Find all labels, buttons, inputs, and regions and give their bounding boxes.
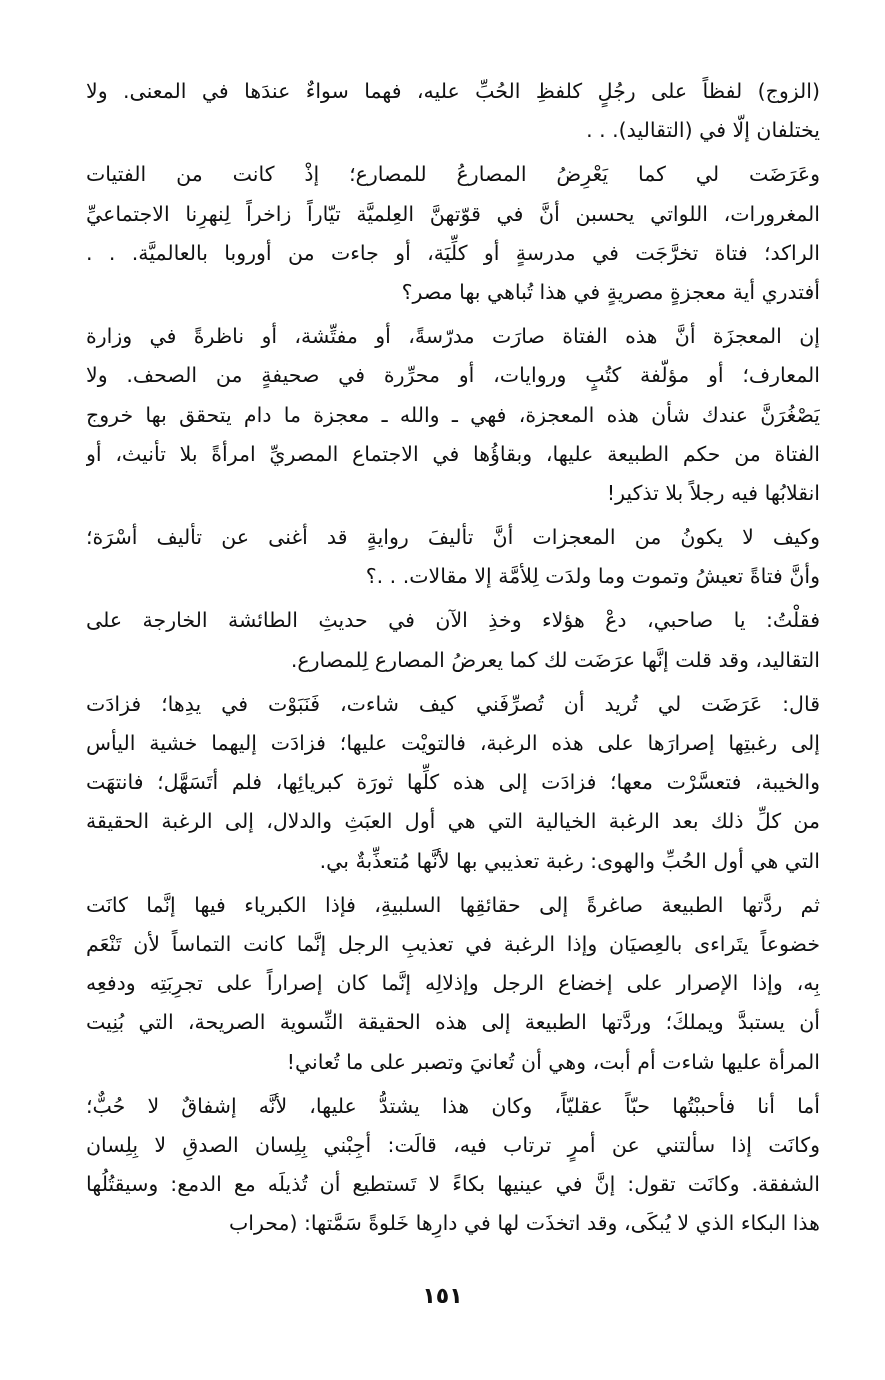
page-number: ١٥١ [422, 1284, 463, 1309]
text-line: الراكد؛ فتاة تخرَّجَت في مدرسةٍ أو كلِّيَة، أو جاءت من أوروبا بالعالميَّة. . . [86, 240, 820, 265]
text-line: المغرورات، اللواتي يحسبن أنَّ في قوّتهنَّ العِلميَّة تيّاراً زاخراً لِنهرِنا الاجتماعيِّ [86, 201, 820, 226]
text-line: أفتدري أية معجزةٍ مصريةٍ في هذا تُباهي بها مصر؟ [401, 279, 820, 304]
text-line: أما أنا فأحببْتُها حبّاً عقليّاً، وكان هذا يشتدُّ عليها، لأنَّه إشفاقٌ لا حُبٌّ؛ [86, 1093, 820, 1118]
text-line: التي هي أول الحُبِّ والهوى: رغبة تعذيبي بها لأنَّها مُتعذِّبةٌ بي. [319, 848, 820, 873]
paragraph [86, 685, 820, 881]
text-line: وكيف لا يكونُ من المعجزات أنَّ تأليفَ روايةٍ قد أغنى عن تأليف أسْرَة؛ [86, 525, 820, 550]
text-line: وأنَّ فتاةً تعيشُ وتموت وما ولدَت لِلأمَّة إلا مقالات. . .؟ [365, 564, 820, 589]
paragraph [86, 601, 820, 679]
text-line: وكانَت إذا سألتني عن أمرٍ ترتاب فيه، قالَت: أجِبْني بِلِسان الصدقِ لا بِلِسان [86, 1132, 820, 1157]
text-line: التقاليد، وقد قلت إنَّها عرَضَت لك كما يعرضُ المصارع لِلمصارع. [290, 647, 820, 672]
text-line: هذا البكاء الذي لا يُبكَى، وقد اتخذَت لها في دارِها خَلوةً سَمَّتها: (محراب [228, 1211, 820, 1236]
text-line: إن المعجزَة أنَّ هذه الفتاة صارَت مدرّسةً، أو مفتِّشة، أو ناظرةً في وزارة [86, 324, 820, 349]
paragraph [86, 518, 820, 596]
text-line: ثم ردَّتها الطبيعة صاغرةً إلى حقائقِها السلبيةِ، فإذا الكبرياء فيها إنَّما كانَت [86, 892, 820, 917]
text-line: وعَرَضَت لي كما يَعْرِضُ المصارعُ للمصارع؛ إذْ كانت من الفتيات [86, 162, 820, 187]
paragraph [86, 1087, 820, 1244]
paragraph [86, 317, 820, 513]
text-line: والخيبة، فتعسَّرْت معها؛ فزادَت إلى هذه كلِّها ثورَة كبريائِها، فلم أتَسَهَّل؛ فانتهَت [86, 770, 820, 795]
text-line: الفتاة من حكم الطبيعة عليها، وبقاؤُها في الاجتماع المصريِّ امرأةً بلا تأنيث، أو [86, 441, 820, 466]
text-line: الشفقة. وكانَت تقول: إنَّ في عينيها بكاءً لا تَستطيع أن تُذيلَه مع الدمع: وسيقتُلُها [86, 1172, 820, 1197]
text-line: انقلابُها فيه رجلاً بلا تذكير! [606, 480, 820, 505]
text-line: المرأة عليها شاءت أم أبت، وهي أن تُعانيَ وتصبر على ما تُعاني! [286, 1049, 820, 1074]
text-line: يختلفان إلّا في (التقاليد). . . [586, 118, 820, 143]
paragraph [86, 886, 820, 1082]
paragraph [86, 155, 820, 312]
text-line: (الزوج) لفظاً على رجُلٍ كلفظِ الحُبِّ عليه، فهما سواءٌ عندَها في المعنى. ولا [86, 79, 820, 103]
text-line: أن يستبدَّ ويملكَ؛ وردَّتها الطبيعة إلى هذه الحقيقة النِّسوية الصريحة، التي بُنِيت [86, 1010, 820, 1035]
text-line: يَصْغُرَنَّ عندك شأن هذه المعجزة، فهي ـ والله ـ معجزة ما دام يتحقق بها خروج [86, 402, 820, 427]
text-line: من كلِّ ذلك بعد الرغبة الخيالية التي هي أول العبَثِ والدلال، إلى الرغبة الحقيقة [86, 809, 820, 834]
text-line: فقلْتُ: يا صاحبي، دعْ هؤلاء وخذِ الآن في حديثِ الطائشة الخارجة على [86, 608, 820, 633]
text-line: إلى رغبتِها إصرارَها على هذه الرغبة، فالتويْت عليها؛ فزادَت إليهما خشية اليأس [86, 731, 820, 755]
book-page-text [86, 72, 820, 1248]
text-line: قال: عَرَضَت لي تُريد أن تُصرِّفَني كيف شاءت، فَنَبَوْت في يدِها؛ فزادَت [86, 691, 820, 716]
text-line: بِه، وإذا الإصرار على إخضاع الرجل وإذلالِه إنَّما كان إصراراً على تجرِبَتِه ودفعِه [86, 971, 820, 996]
paragraph [86, 72, 820, 150]
text-line: المعارف؛ أو مؤلّفة كتُبٍ وروايات، أو محرِّرة في صحيفةٍ من الصحف. ولا [86, 363, 820, 388]
text-line: خضوعاً يتَراءى بالعِصيَان وإذا الرغبة في تعذيبِ الرجل إنَّما كانت التماساً لأن تَنْعَم [86, 931, 820, 956]
